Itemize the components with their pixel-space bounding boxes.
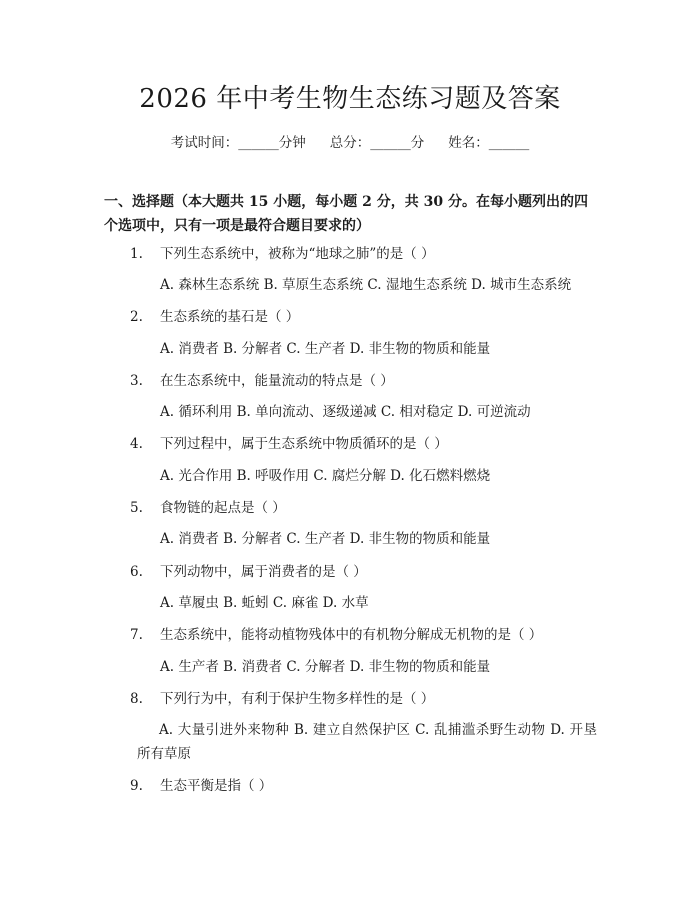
question-options: A. 草履虫 B. 蚯蚓 C. 麻雀 D. 水草 — [160, 595, 369, 611]
section-heading: 一、选择题（本大题共 15 小题，每小题 2 分，共 30 分。在每小题列出的四个选项中，只有一项是最符合题目要求的） — [104, 194, 588, 234]
question-text: 下列动物中，属于消费者的是（ ） — [160, 564, 367, 580]
question-text: 下列过程中，属于生态系统中物质循环的是（ ） — [160, 436, 448, 452]
question-options: A. 森林生态系统 B. 草原生态系统 C. 湿地生态系统 D. 城市生态系统 — [160, 277, 572, 293]
question-number: 5. — [130, 500, 143, 516]
question-options: A. 大量引进外来物种 B. 建立自然保护区 C. 乱捕滥杀野生动物 D. 开垦所有草原 — [137, 722, 597, 762]
question-number: 3. — [130, 373, 143, 389]
student-name-label: 姓名：______ — [448, 135, 530, 151]
question-text: 食物链的起点是（ ） — [160, 500, 286, 516]
question-text: 生态系统的基石是（ ） — [160, 309, 300, 325]
question-number: 7. — [130, 627, 143, 643]
question-number: 2. — [130, 309, 143, 325]
exam-time-label: 考试时间：______分钟 — [170, 135, 306, 151]
question-number: 9. — [130, 778, 143, 794]
question-options: A. 循环利用 B. 单向流动、逐级递减 C. 相对稳定 D. 可逆流动 — [160, 404, 531, 420]
question-number: 6. — [130, 564, 143, 580]
question-options: A. 生产者 B. 消费者 C. 分解者 D. 非生物的物质和能量 — [160, 659, 491, 675]
question-options: A. 光合作用 B. 呼吸作用 C. 腐烂分解 D. 化石燃料燃烧 — [160, 468, 491, 484]
question-options: A. 消费者 B. 分解者 C. 生产者 D. 非生物的物质和能量 — [160, 531, 491, 547]
question-number: 4. — [130, 436, 143, 452]
question-text: 生态平衡是指（ ） — [160, 778, 273, 794]
total-score-label: 总分：______分 — [329, 135, 425, 151]
page-title: 2026 年中考生物生态练习题及答案 — [139, 84, 561, 114]
question-text: 生态系统中，能将动植物残体中的有机物分解成无机物的是（ ） — [160, 627, 543, 643]
question-text: 下列行为中，有利于保护生物多样性的是（ ） — [160, 691, 435, 707]
question-text: 在生态系统中，能量流动的特点是（ ） — [160, 373, 394, 389]
question-number: 1. — [130, 246, 143, 262]
question-number: 8. — [130, 691, 143, 707]
exam-info-line — [0, 131, 700, 151]
question-text: 下列生态系统中，被称为“地球之肺”的是（ ） — [160, 246, 435, 262]
question-options: A. 消费者 B. 分解者 C. 生产者 D. 非生物的物质和能量 — [160, 341, 491, 357]
